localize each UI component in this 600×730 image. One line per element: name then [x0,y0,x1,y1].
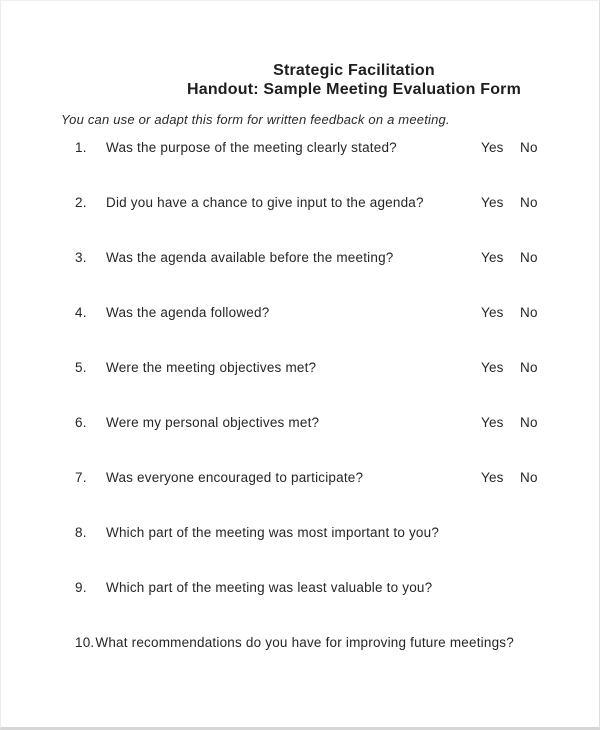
question-number: 1. [75,140,87,155]
question-text: Which part of the meeting was least valuable to you? [106,580,433,595]
question-number: 10. [75,635,95,650]
question-number: 3. [75,250,87,265]
question-row-1 [1,140,599,156]
question-row-2 [1,195,599,211]
question-number: 2. [75,195,87,210]
document-title [109,61,599,99]
question-text: Was the agenda followed? [106,305,270,320]
question-text: Did you have a chance to give input to the agenda? [106,195,424,210]
question-row-6 [1,415,599,431]
form-document [1,1,599,651]
question-number: 6. [75,415,87,430]
question-text: What recommendations do you have for improving future meetings? [95,635,514,650]
question-list [1,140,599,651]
question-number: 9. [75,580,87,595]
no-option: No [520,305,538,320]
no-option: No [520,415,538,430]
yes-option: Yes [481,415,504,430]
title-line-2: Handout: Sample Meeting Evaluation Form [186,81,522,98]
question-row-3 [1,250,599,266]
question-number: 5. [75,360,87,375]
question-number: 7. [75,470,87,485]
yes-option: Yes [481,195,504,210]
question-row-10 [1,635,599,651]
title-line-1: Strategic Facilitation [273,62,435,79]
no-option: No [520,195,538,210]
question-row-8 [1,525,599,541]
no-option: No [520,360,538,375]
no-option: No [520,470,538,485]
question-number: 4. [75,305,87,320]
question-text: Were the meeting objectives met? [106,360,317,375]
yes-option: Yes [481,250,504,265]
yes-option: Yes [481,305,504,320]
no-option: No [520,250,538,265]
question-text: Was everyone encouraged to participate? [106,470,364,485]
no-option: No [520,140,538,155]
question-text: Were my personal objectives met? [106,415,320,430]
question-text: Which part of the meeting was most important to you? [106,525,440,540]
intro-note: You can use or adapt this form for written feedback on a meeting. [61,112,450,127]
question-row-7 [1,470,599,486]
question-row-9 [1,580,599,596]
question-row-5 [1,360,599,376]
question-text: Was the agenda available before the meeting? [106,250,394,265]
yes-option: Yes [481,140,504,155]
yes-option: Yes [481,360,504,375]
yes-option: Yes [481,470,504,485]
question-row-4 [1,305,599,321]
question-text: Was the purpose of the meeting clearly stated? [106,140,397,155]
question-number: 8. [75,525,87,540]
